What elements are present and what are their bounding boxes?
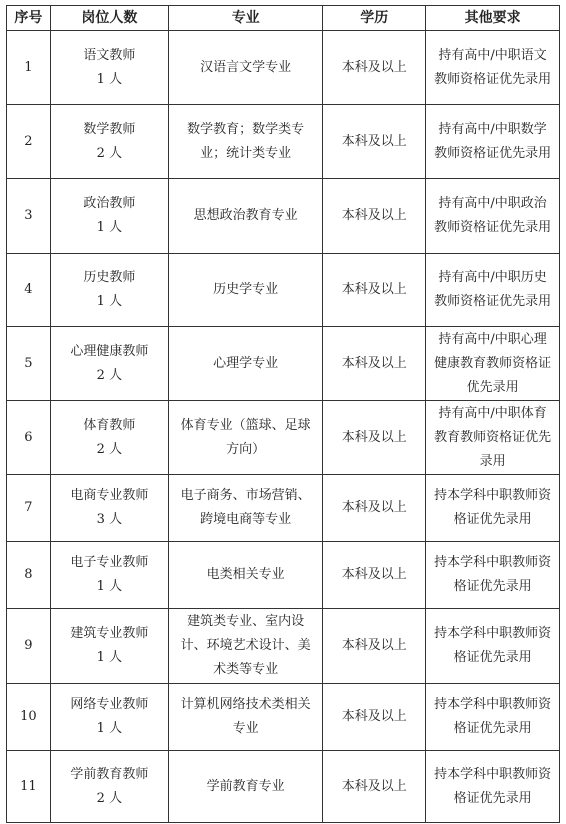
requirements-text: 持有高中/中职语文教师资格证优先录用 <box>434 47 552 87</box>
position-count: 1 人 <box>96 721 123 736</box>
cell-requirements <box>426 327 560 401</box>
cell-requirements <box>426 542 560 609</box>
major-text: 汉语言文学专业 <box>200 59 292 75</box>
position-count: 1 人 <box>96 294 123 309</box>
cell-major <box>169 31 323 105</box>
cell-requirements <box>426 475 560 542</box>
cell-index: 4 <box>7 254 51 327</box>
requirements-text: 持有高中/中职历史教师资格证优先录用 <box>434 270 552 309</box>
cell-requirements <box>426 31 560 105</box>
table-row <box>7 542 560 609</box>
cell-position <box>50 105 168 179</box>
header-row <box>7 6 560 31</box>
cell-education: 本科及以上 <box>323 179 426 254</box>
cell-index: 8 <box>7 542 51 609</box>
requirements-text: 持有高中/中职政治教师资格证优先录用 <box>434 196 552 235</box>
cell-major <box>169 751 323 823</box>
position-count: 1 人 <box>96 650 123 665</box>
cell-position <box>50 684 168 751</box>
cell-major <box>169 684 323 751</box>
header-requirements: 其他要求 <box>426 6 560 31</box>
major-text: 电子商务、市场营销、跨境电商等专业 <box>180 488 311 527</box>
table-row <box>7 105 560 179</box>
cell-education: 本科及以上 <box>323 475 426 542</box>
recruitment-table <box>6 5 560 823</box>
position-count: 1 人 <box>96 220 123 235</box>
position-count: 1 人 <box>96 71 123 87</box>
cell-education: 本科及以上 <box>323 542 426 609</box>
cell-education: 本科及以上 <box>323 105 426 179</box>
table-row <box>7 327 560 401</box>
cell-education: 本科及以上 <box>323 254 426 327</box>
position-count: 2 人 <box>96 790 123 806</box>
cell-major <box>169 105 323 179</box>
requirements-text: 持本学科中职教师资格证优先录用 <box>434 488 552 527</box>
cell-requirements <box>426 105 560 179</box>
major-text: 电类相关专业 <box>206 567 285 582</box>
cell-index: 10 <box>7 684 51 751</box>
table-row <box>7 401 560 475</box>
requirements-text: 持本学科中职教师资格证优先录用 <box>434 555 552 594</box>
cell-requirements <box>426 401 560 475</box>
table-row <box>7 684 560 751</box>
cell-education: 本科及以上 <box>323 31 426 105</box>
cell-education: 本科及以上 <box>323 609 426 684</box>
cell-major <box>169 401 323 475</box>
position-count: 2 人 <box>96 145 123 161</box>
position-name: 学前教育教师 <box>70 766 149 782</box>
position-name: 语文教师 <box>83 47 136 63</box>
position-count: 1 人 <box>96 579 123 594</box>
major-text: 计算机网络技术类相关专业 <box>180 697 311 736</box>
cell-major <box>169 254 323 327</box>
position-name: 建筑专业教师 <box>70 626 149 641</box>
major-text: 心理学专业 <box>213 355 279 371</box>
table-row <box>7 254 560 327</box>
requirements-text: 持本学科中职教师资格证优先录用 <box>434 626 552 665</box>
requirements-text: 持有高中/中职心理健康教育教师资格证优先录用 <box>434 331 552 395</box>
header-major: 专业 <box>169 6 323 31</box>
table-row <box>7 31 560 105</box>
cell-position <box>50 401 168 475</box>
table-body <box>7 31 560 823</box>
cell-requirements <box>426 684 560 751</box>
cell-position <box>50 327 168 401</box>
cell-index: 3 <box>7 179 51 254</box>
table-row <box>7 751 560 823</box>
header-education: 学历 <box>323 6 426 31</box>
cell-requirements <box>426 179 560 254</box>
position-name: 心理健康教师 <box>70 343 149 359</box>
cell-position <box>50 609 168 684</box>
major-text: 数学教育；数学类专业；统计类专业 <box>187 121 305 161</box>
cell-position <box>50 31 168 105</box>
cell-major <box>169 179 323 254</box>
cell-education: 本科及以上 <box>323 684 426 751</box>
cell-index: 1 <box>7 31 51 105</box>
major-text: 体育专业（篮球、足球方向） <box>180 417 311 457</box>
major-text: 建筑类专业、室内设计、环境艺术设计、美术类等专业 <box>180 614 311 677</box>
cell-position <box>50 254 168 327</box>
cell-major <box>169 327 323 401</box>
cell-position <box>50 751 168 823</box>
table-row <box>7 475 560 542</box>
cell-major <box>169 475 323 542</box>
position-name: 数学教师 <box>83 121 136 137</box>
table-row <box>7 609 560 684</box>
cell-major <box>169 609 323 684</box>
position-name: 电商专业教师 <box>70 488 149 503</box>
requirements-text: 持本学科中职教师资格证优先录用 <box>434 697 552 736</box>
cell-education: 本科及以上 <box>323 401 426 475</box>
cell-position <box>50 475 168 542</box>
major-text: 思想政治教育专业 <box>193 208 298 223</box>
position-name: 电子专业教师 <box>70 555 149 570</box>
position-count: 2 人 <box>96 441 123 457</box>
header-index: 序号 <box>7 6 51 31</box>
requirements-text: 持有高中/中职数学教师资格证优先录用 <box>434 121 552 161</box>
cell-position <box>50 542 168 609</box>
major-text: 历史学专业 <box>213 282 279 297</box>
cell-index: 6 <box>7 401 51 475</box>
header-position: 岗位人数 <box>50 6 168 31</box>
position-count: 2 人 <box>96 367 123 383</box>
cell-index: 9 <box>7 609 51 684</box>
position-count: 3 人 <box>96 512 123 527</box>
cell-index: 5 <box>7 327 51 401</box>
cell-education: 本科及以上 <box>323 751 426 823</box>
cell-education: 本科及以上 <box>323 327 426 401</box>
cell-major <box>169 542 323 609</box>
major-text: 学前教育专业 <box>206 778 285 794</box>
position-name: 网络专业教师 <box>70 697 149 712</box>
cell-index: 2 <box>7 105 51 179</box>
cell-position <box>50 179 168 254</box>
position-name: 体育教师 <box>83 417 136 433</box>
cell-index: 11 <box>7 751 51 823</box>
requirements-text: 持有高中/中职体育教育教师资格证优先录用 <box>434 405 552 469</box>
cell-requirements <box>426 751 560 823</box>
cell-index: 7 <box>7 475 51 542</box>
table-row <box>7 179 560 254</box>
requirements-text: 持本学科中职教师资格证优先录用 <box>434 766 552 806</box>
position-name: 历史教师 <box>83 270 136 285</box>
cell-requirements <box>426 609 560 684</box>
position-name: 政治教师 <box>83 196 136 211</box>
cell-requirements <box>426 254 560 327</box>
